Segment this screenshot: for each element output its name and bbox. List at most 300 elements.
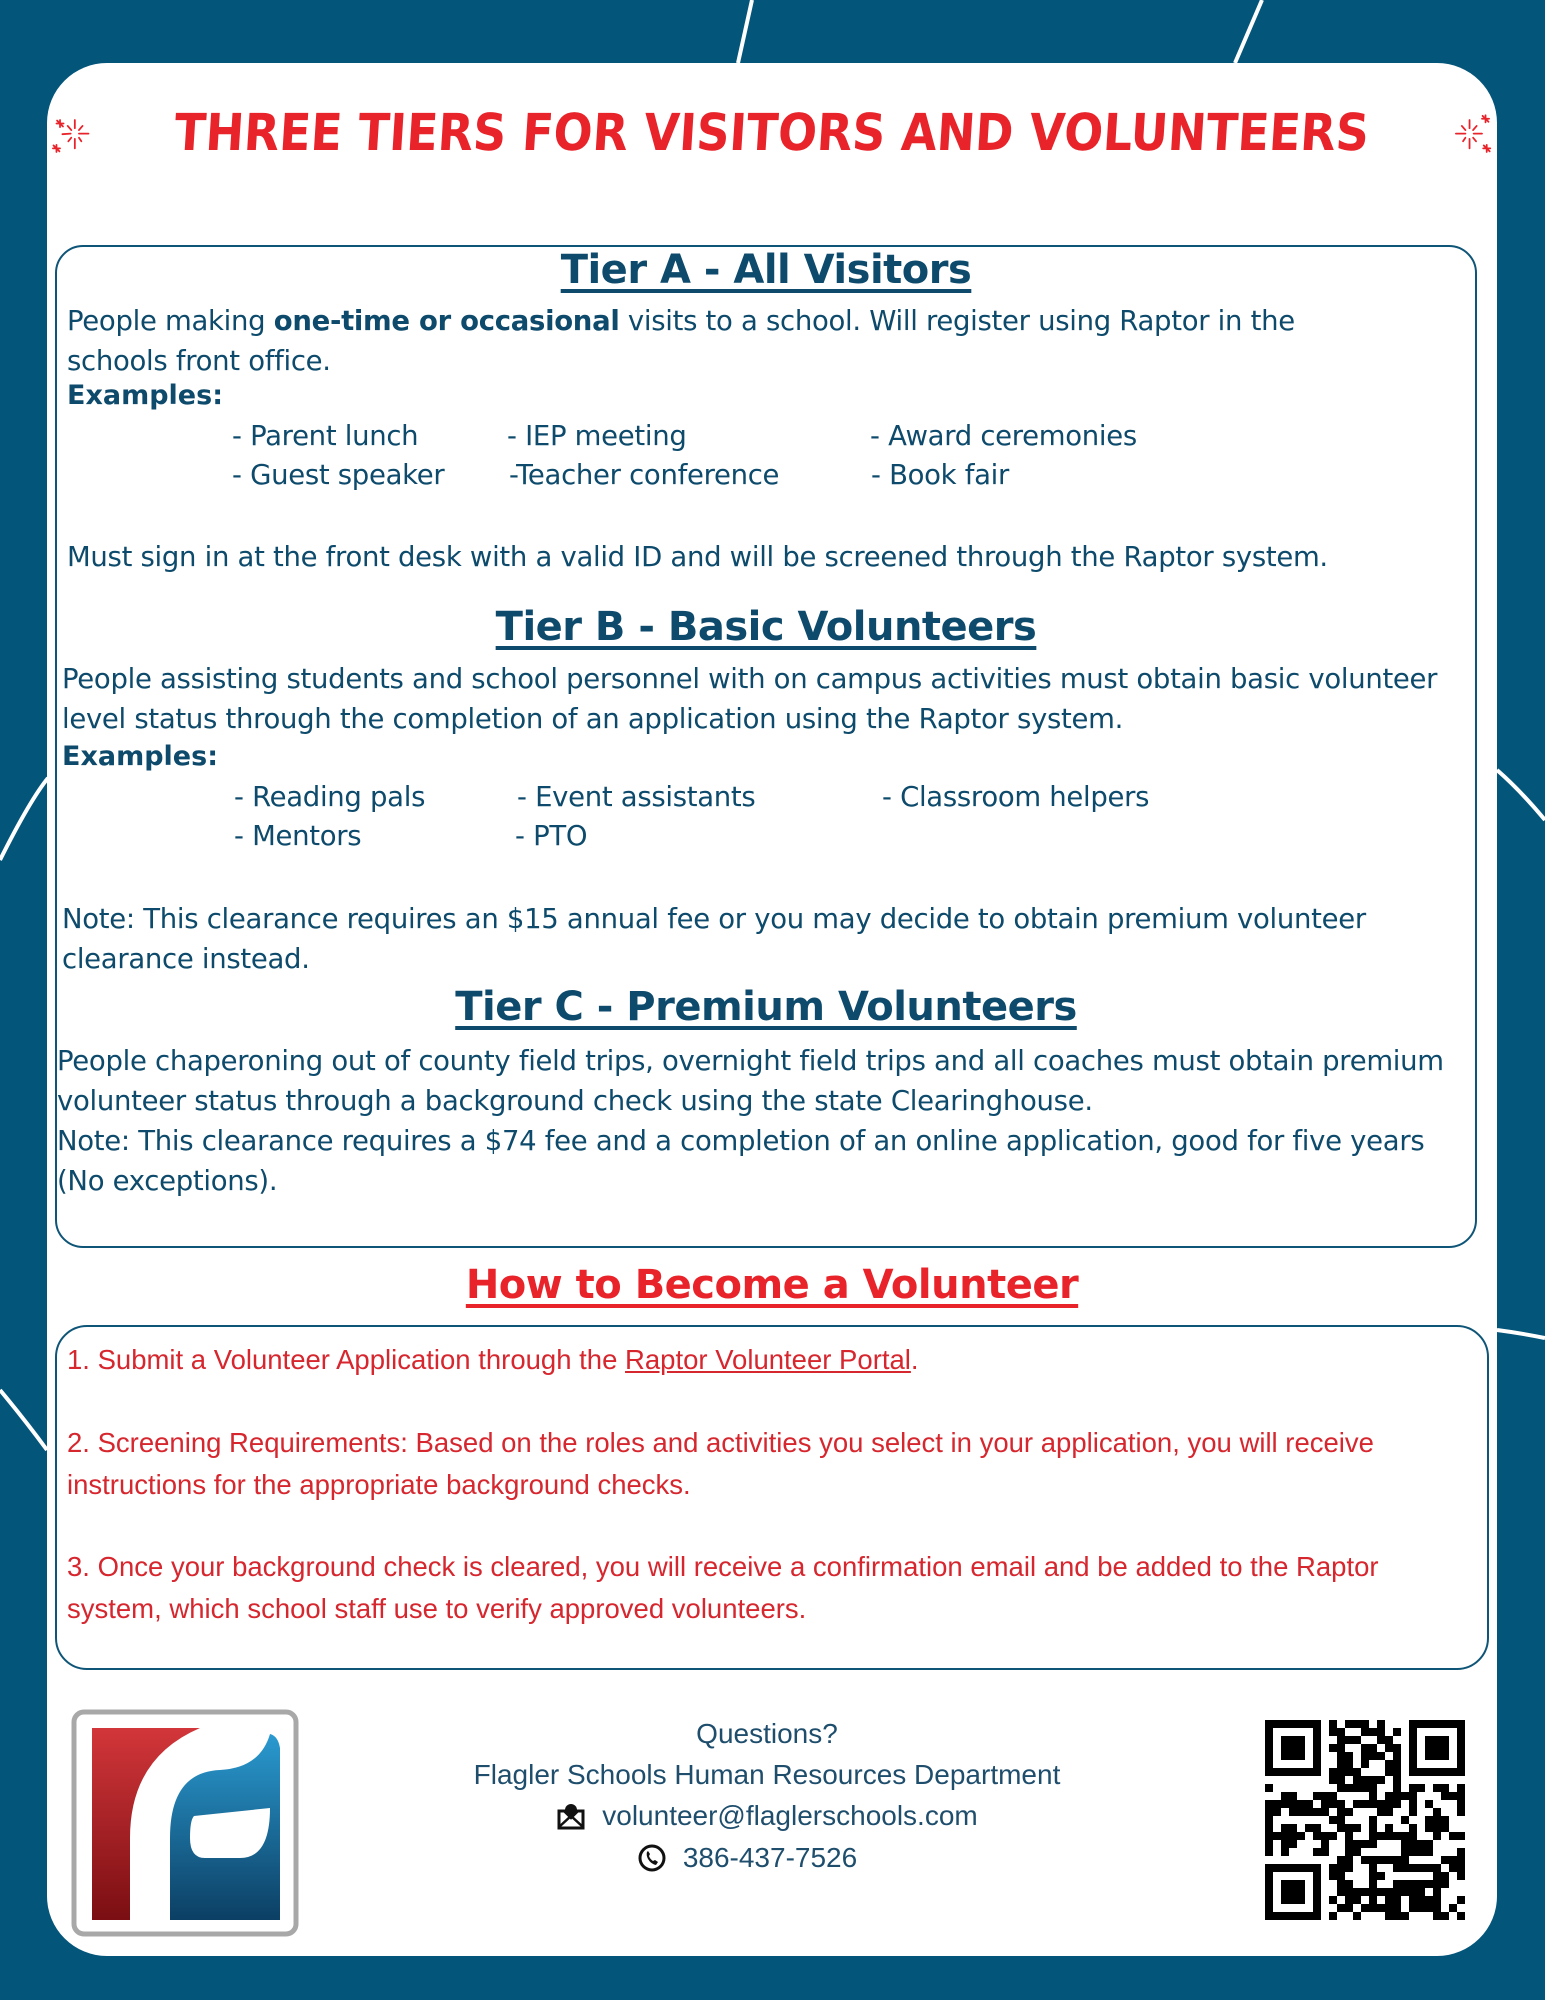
qr-module: [1361, 1728, 1369, 1736]
qr-module: [1345, 1888, 1353, 1896]
qr-module: [1409, 1864, 1417, 1872]
qr-module: [1441, 1784, 1449, 1792]
qr-module: [1449, 1856, 1457, 1864]
qr-module: [1313, 1808, 1321, 1816]
qr-module: [1385, 1896, 1393, 1904]
qr-module: [1433, 1784, 1441, 1792]
qr-module: [1425, 1824, 1433, 1832]
qr-module: [1313, 1792, 1321, 1800]
qr-module: [1345, 1768, 1353, 1776]
qr-module: [1385, 1744, 1393, 1752]
tier-b-example: - Reading pals: [234, 781, 426, 813]
qr-module: [1385, 1888, 1393, 1896]
qr-module: [1361, 1744, 1369, 1752]
qr-module: [1313, 1832, 1321, 1840]
tier-b-description: People assisting students and school personnel with on campus activities must obtain basic volunteer level status through the completion of an application using the Raptor system.: [62, 663, 1438, 735]
qr-module: [1433, 1824, 1441, 1832]
qr-module: [1345, 1808, 1353, 1816]
qr-module: [1425, 1840, 1433, 1848]
qr-module: [1329, 1896, 1337, 1904]
tier-a-example: - Guest speaker: [232, 459, 445, 491]
qr-module: [1457, 1784, 1465, 1792]
qr-module: [1393, 1760, 1401, 1768]
qr-module: [1401, 1856, 1409, 1864]
qr-module: [1369, 1872, 1377, 1880]
qr-module: [1329, 1912, 1337, 1920]
qr-module: [1377, 1776, 1385, 1784]
qr-module: [1337, 1872, 1345, 1880]
qr-module: [1377, 1904, 1385, 1912]
qr-module: [1385, 1800, 1393, 1808]
qr-module: [1425, 1864, 1433, 1872]
qr-module: [1353, 1912, 1361, 1920]
qr-module: [1393, 1792, 1401, 1800]
qr-module: [1265, 1824, 1273, 1832]
qr-module: [1441, 1816, 1449, 1824]
qr-module: [1369, 1896, 1377, 1904]
qr-module: [1369, 1792, 1377, 1800]
qr-module: [1369, 1752, 1377, 1760]
contact-email[interactable]: volunteer@flaglerschools.com: [602, 1800, 978, 1831]
qr-module: [1369, 1744, 1377, 1752]
qr-module: [1353, 1784, 1361, 1792]
qr-module: [1273, 1800, 1281, 1808]
sparkle-icon: [47, 93, 94, 173]
qr-module: [1377, 1808, 1385, 1816]
qr-module: [1409, 1808, 1417, 1816]
qr-module: [1385, 1736, 1393, 1744]
qr-module: [1417, 1904, 1425, 1912]
qr-module: [1305, 1800, 1313, 1808]
tier-a-note: Must sign in at the front desk with a valid ID and will be screened through the Raptor system.: [67, 541, 1328, 573]
qr-module: [1433, 1896, 1441, 1904]
qr-module: [1457, 1856, 1465, 1864]
qr-module: [1433, 1808, 1441, 1816]
qr-module: [1393, 1768, 1401, 1776]
qr-module: [1393, 1744, 1401, 1752]
tier-b-example: - Mentors: [234, 820, 362, 852]
qr-module: [1409, 1824, 1417, 1832]
qr-module: [1289, 1808, 1297, 1816]
qr-module: [1385, 1832, 1393, 1840]
qr-module: [1289, 1840, 1297, 1848]
qr-module: [1361, 1752, 1369, 1760]
qr-module: [1417, 1896, 1425, 1904]
qr-module: [1393, 1784, 1401, 1792]
qr-module: [1433, 1904, 1441, 1912]
qr-module: [1401, 1848, 1409, 1856]
qr-code[interactable]: [1265, 1720, 1465, 1920]
how-to-step-2: 2. Screening Requirements: Based on the roles and activities you select in your application, you will receive instructions for the appropriate background checks.: [67, 1427, 1374, 1500]
tiers-box: [55, 245, 1477, 1248]
qr-module: [1441, 1872, 1449, 1880]
contact-questions: Questions?: [696, 1718, 838, 1749]
qr-module: [1425, 1800, 1433, 1808]
qr-module: [1369, 1784, 1377, 1792]
qr-module: [1265, 1832, 1273, 1840]
qr-module: [1425, 1816, 1433, 1824]
tier-a-example: - Parent lunch: [232, 420, 419, 452]
qr-module: [1281, 1792, 1289, 1800]
qr-module: [1265, 1816, 1273, 1824]
qr-module: [1441, 1880, 1449, 1888]
qr-module: [1449, 1864, 1457, 1872]
qr-module: [1401, 1816, 1409, 1824]
qr-module: [1369, 1816, 1377, 1824]
qr-module: [1401, 1832, 1409, 1840]
qr-module: [1265, 1808, 1273, 1816]
qr-module: [1369, 1888, 1377, 1896]
qr-module: [1449, 1904, 1457, 1912]
qr-module: [1329, 1728, 1337, 1736]
qr-module: [1417, 1864, 1425, 1872]
qr-module: [1377, 1888, 1385, 1896]
qr-module: [1289, 1792, 1297, 1800]
qr-module: [1385, 1904, 1393, 1912]
qr-module: [1393, 1800, 1401, 1808]
qr-module: [1265, 1848, 1273, 1856]
contact-department: Flagler Schools Human Resources Department: [473, 1759, 1061, 1790]
qr-module: [1393, 1752, 1401, 1760]
qr-module: [1361, 1904, 1369, 1912]
qr-module: [1297, 1800, 1305, 1808]
qr-module: [1393, 1912, 1401, 1920]
qr-module: [1353, 1888, 1361, 1896]
qr-module: [1401, 1912, 1409, 1920]
qr-module: [1353, 1720, 1361, 1728]
qr-module: [1345, 1856, 1353, 1864]
qr-module: [1289, 1832, 1297, 1840]
qr-module: [1345, 1864, 1353, 1872]
qr-module: [1353, 1840, 1361, 1848]
qr-module: [1361, 1776, 1369, 1784]
qr-module: [1337, 1728, 1345, 1736]
how-to-heading: How to Become a Volunteer: [465, 1262, 1079, 1308]
tier-b-example: - PTO: [515, 820, 588, 852]
qr-module: [1417, 1848, 1425, 1856]
qr-module: [1401, 1864, 1409, 1872]
how-to-box: [55, 1325, 1489, 1670]
qr-module: [1409, 1840, 1417, 1848]
qr-module: [1457, 1864, 1465, 1872]
qr-module: [1297, 1832, 1305, 1840]
qr-module: [1337, 1904, 1345, 1912]
qr-module: [1361, 1760, 1369, 1768]
examples-label-text: Examples: [67, 380, 213, 411]
qr-module: [1369, 1904, 1377, 1912]
qr-module: [1393, 1880, 1401, 1888]
qr-module: [1369, 1824, 1377, 1832]
qr-module: [1321, 1832, 1329, 1840]
qr-module: [1281, 1848, 1289, 1856]
qr-module: [1433, 1880, 1441, 1888]
page-title: THREE TIERS FOR VISITORS AND VOLUNTEERS: [172, 103, 1372, 163]
qr-module: [1393, 1896, 1401, 1904]
qr-module: [1385, 1824, 1393, 1832]
qr-module: [1385, 1912, 1393, 1920]
qr-module: [1329, 1720, 1337, 1728]
qr-module: [1337, 1736, 1345, 1744]
qr-module: [1369, 1728, 1377, 1736]
qr-module: [1329, 1768, 1337, 1776]
contact-phone-row: [347, 1842, 1187, 1874]
qr-module: [1337, 1856, 1345, 1864]
qr-module: [1401, 1888, 1409, 1896]
qr-module: [1393, 1864, 1401, 1872]
qr-module: [1321, 1800, 1329, 1808]
qr-module: [1457, 1808, 1465, 1816]
qr-module: [1369, 1832, 1377, 1840]
flagler-schools-logo: [70, 1708, 300, 1938]
qr-module: [1361, 1840, 1369, 1848]
qr-module: [1297, 1808, 1305, 1816]
qr-module: [1409, 1888, 1417, 1896]
qr-module: [1337, 1864, 1345, 1872]
tier-b-example: - Classroom helpers: [882, 781, 1150, 813]
tier-b-heading: Tier B - Basic Volunteers: [495, 604, 1037, 650]
qr-module: [1265, 1840, 1273, 1848]
qr-module: [1457, 1872, 1465, 1880]
tier-c-heading: Tier C - Premium Volunteers: [455, 984, 1077, 1030]
qr-module: [1345, 1736, 1353, 1744]
qr-module: [1353, 1824, 1361, 1832]
qr-module: [1385, 1760, 1393, 1768]
qr-module: [1425, 1896, 1433, 1904]
qr-module: [1329, 1792, 1337, 1800]
qr-module: [1393, 1776, 1401, 1784]
qr-module: [1433, 1816, 1441, 1824]
qr-module: [1409, 1832, 1417, 1840]
step-1-text: 1. Submit a Volunteer Application through the: [67, 1344, 626, 1375]
qr-module: [1337, 1752, 1345, 1760]
qr-module: [1409, 1800, 1417, 1808]
contact-phone[interactable]: 386-437-7526: [682, 1842, 858, 1873]
qr-module: [1369, 1880, 1377, 1888]
qr-module: [1329, 1872, 1337, 1880]
qr-module: [1377, 1872, 1385, 1880]
qr-module: [1377, 1800, 1385, 1808]
qr-module: [1433, 1912, 1441, 1920]
qr-module: [1361, 1800, 1369, 1808]
tier-a-description-bold: one-time or occasional: [273, 305, 620, 337]
raptor-volunteer-portal-link[interactable]: Raptor Volunteer Portal: [625, 1344, 911, 1375]
qr-module: [1457, 1912, 1465, 1920]
qr-finder: [1281, 1880, 1305, 1904]
qr-module: [1345, 1824, 1353, 1832]
tier-b-example: - Event assistants: [517, 781, 756, 813]
tier-a-heading: Tier A - All Visitors: [560, 247, 972, 293]
qr-module: [1329, 1744, 1337, 1752]
qr-module: [1337, 1744, 1345, 1752]
qr-module: [1409, 1792, 1417, 1800]
qr-module: [1441, 1792, 1449, 1800]
tier-b-examples-label: Examples:: [62, 741, 218, 772]
qr-module: [1321, 1808, 1329, 1816]
qr-module: [1321, 1848, 1329, 1856]
qr-module: [1433, 1832, 1441, 1840]
qr-module: [1457, 1792, 1465, 1800]
qr-module: [1369, 1776, 1377, 1784]
qr-module: [1289, 1824, 1297, 1832]
qr-module: [1361, 1784, 1369, 1792]
qr-module: [1457, 1800, 1465, 1808]
qr-module: [1361, 1888, 1369, 1896]
qr-module: [1377, 1720, 1385, 1728]
qr-module: [1321, 1792, 1329, 1800]
qr-module: [1313, 1824, 1321, 1832]
qr-module: [1281, 1840, 1289, 1848]
qr-module: [1337, 1800, 1345, 1808]
qr-module: [1401, 1880, 1409, 1888]
qr-module: [1273, 1808, 1281, 1816]
qr-module: [1361, 1720, 1369, 1728]
qr-module: [1289, 1800, 1297, 1808]
qr-module: [1345, 1784, 1353, 1792]
qr-module: [1345, 1840, 1353, 1848]
qr-module: [1441, 1824, 1449, 1832]
qr-module: [1377, 1856, 1385, 1864]
qr-module: [1337, 1880, 1345, 1888]
qr-module: [1329, 1800, 1337, 1808]
qr-module: [1265, 1800, 1273, 1808]
qr-module: [1281, 1824, 1289, 1832]
tier-c-description: People chaperoning out of county field trips, overnight field trips and all coaches must obtain premium volunteer status through a background check using the state Clearinghouse.: [57, 1045, 1444, 1117]
tier-c-note: Note: This clearance requires a $74 fee and a completion of an online application, good for five years (No exceptions).: [57, 1125, 1425, 1197]
qr-module: [1337, 1816, 1345, 1824]
qr-module: [1345, 1760, 1353, 1768]
qr-module: [1345, 1720, 1353, 1728]
qr-module: [1425, 1848, 1433, 1856]
qr-module: [1345, 1752, 1353, 1760]
tier-a-description: [67, 301, 1397, 381]
qr-module: [1385, 1856, 1393, 1864]
qr-module: [1457, 1848, 1465, 1856]
qr-module: [1337, 1784, 1345, 1792]
qr-module: [1265, 1784, 1273, 1792]
qr-module: [1409, 1784, 1417, 1792]
qr-module: [1393, 1904, 1401, 1912]
qr-module: [1337, 1888, 1345, 1896]
tier-a-example: - Award ceremonies: [870, 420, 1137, 452]
qr-module: [1441, 1912, 1449, 1920]
qr-module: [1337, 1760, 1345, 1768]
qr-module: [1433, 1872, 1441, 1880]
how-to-step-3: 3. Once your background check is cleared, you will receive a confirmation email and be added to the Raptor system, which school staff use to verify approved volunteers.: [67, 1551, 1379, 1624]
tier-b-note: Note: This clearance requires an $15 annual fee or you may decide to obtain premium volunteer clearance instead.: [62, 903, 1366, 975]
qr-module: [1369, 1864, 1377, 1872]
flyer-card: [47, 63, 1497, 1956]
qr-module: [1329, 1864, 1337, 1872]
sparkle-icon: [1450, 93, 1497, 173]
qr-module: [1401, 1840, 1409, 1848]
how-to-step-1: [67, 1339, 1467, 1381]
qr-module: [1329, 1832, 1337, 1840]
qr-module: [1345, 1832, 1353, 1840]
examples-label-text: Examples: [62, 741, 208, 772]
qr-module: [1321, 1840, 1329, 1848]
qr-module: [1345, 1880, 1353, 1888]
qr-module: [1377, 1728, 1385, 1736]
qr-module: [1345, 1904, 1353, 1912]
qr-module: [1345, 1848, 1353, 1856]
qr-module: [1385, 1808, 1393, 1816]
qr-module: [1433, 1864, 1441, 1872]
tier-a-example: - IEP meeting: [507, 420, 687, 452]
qr-module: [1393, 1728, 1401, 1736]
qr-module: [1337, 1808, 1345, 1816]
qr-module: [1409, 1880, 1417, 1888]
qr-module: [1337, 1824, 1345, 1832]
qr-module: [1353, 1768, 1361, 1776]
qr-module: [1449, 1792, 1457, 1800]
qr-module: [1425, 1904, 1433, 1912]
qr-module: [1417, 1840, 1425, 1848]
qr-module: [1393, 1888, 1401, 1896]
qr-module: [1433, 1888, 1441, 1896]
qr-module: [1305, 1808, 1313, 1816]
qr-module: [1353, 1800, 1361, 1808]
qr-module: [1409, 1904, 1417, 1912]
qr-module: [1449, 1832, 1457, 1840]
qr-module: [1457, 1896, 1465, 1904]
qr-module: [1417, 1784, 1425, 1792]
qr-module: [1353, 1776, 1361, 1784]
qr-module: [1441, 1856, 1449, 1864]
qr-module: [1353, 1848, 1361, 1856]
qr-module: [1425, 1880, 1433, 1888]
phone-icon: [637, 1843, 667, 1873]
envelope-icon: [556, 1801, 586, 1831]
qr-module: [1353, 1736, 1361, 1744]
contact-email-row: [347, 1800, 1187, 1832]
qr-module: [1377, 1752, 1385, 1760]
qr-module: [1369, 1840, 1377, 1848]
qr-module: [1409, 1896, 1417, 1904]
qr-module: [1369, 1800, 1377, 1808]
title-row: [47, 63, 1497, 203]
qr-module: [1329, 1816, 1337, 1824]
tier-a-description-text: People making: [67, 305, 274, 337]
qr-module: [1281, 1800, 1289, 1808]
qr-module: [1281, 1832, 1289, 1840]
tier-a-example: - Book fair: [871, 459, 1010, 491]
qr-module: [1337, 1768, 1345, 1776]
qr-module: [1417, 1888, 1425, 1896]
step-1-period: .: [910, 1344, 919, 1375]
qr-finder: [1281, 1736, 1305, 1760]
qr-module: [1393, 1832, 1401, 1840]
qr-module: [1305, 1824, 1313, 1832]
qr-module: [1337, 1776, 1345, 1784]
qr-module: [1273, 1832, 1281, 1840]
qr-module: [1345, 1896, 1353, 1904]
qr-module: [1385, 1768, 1393, 1776]
qr-module: [1377, 1736, 1385, 1744]
tier-a-example: -Teacher conference: [509, 459, 780, 491]
qr-module: [1361, 1856, 1369, 1864]
qr-module: [1401, 1792, 1409, 1800]
qr-module: [1393, 1856, 1401, 1864]
qr-module: [1417, 1880, 1425, 1888]
qr-module: [1369, 1856, 1377, 1864]
tier-a-description-text: visits to a school. Will register using Raptor in the schools front office.: [67, 305, 1295, 377]
qr-module: [1329, 1776, 1337, 1784]
tier-a-examples-label: Examples:: [67, 380, 223, 411]
qr-module: [1377, 1832, 1385, 1840]
qr-module: [1353, 1896, 1361, 1904]
qr-module: [1313, 1848, 1321, 1856]
qr-finder: [1425, 1736, 1449, 1760]
